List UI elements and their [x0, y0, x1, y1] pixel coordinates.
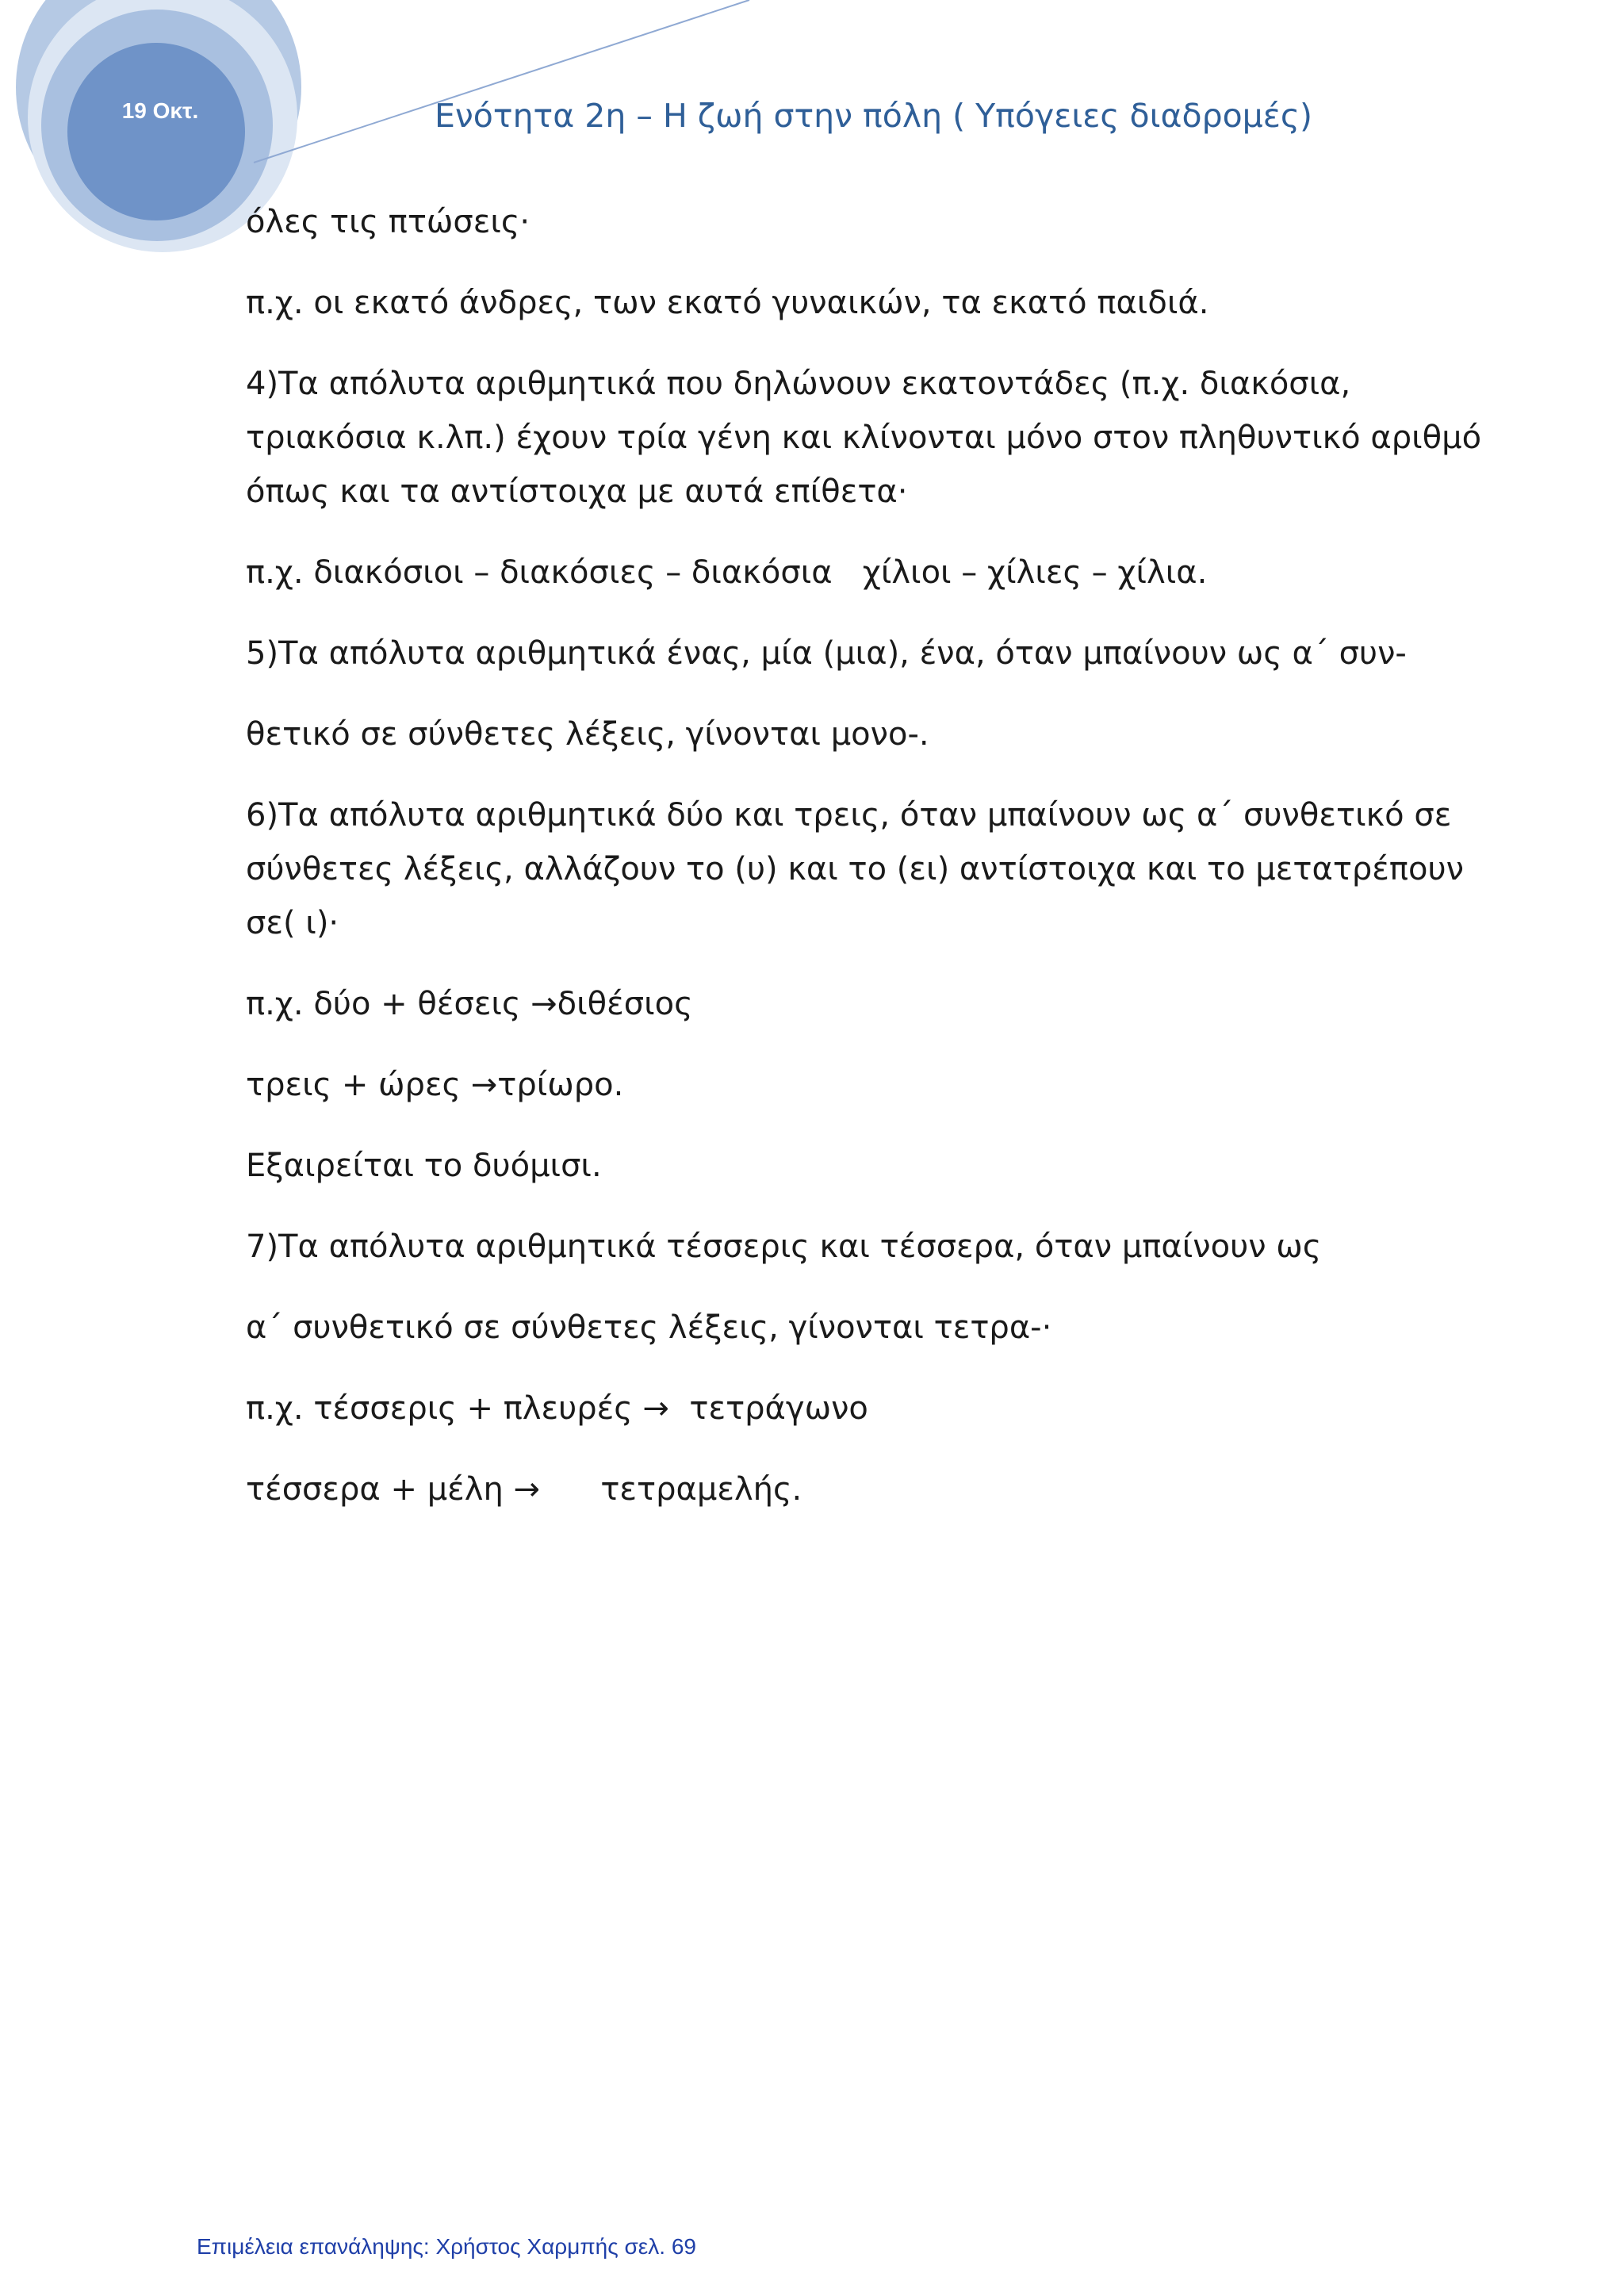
paragraph — [246, 1462, 1483, 1516]
page-header-title: Ενότητα 2η – Η ζωή στην πόλη ( Υπόγειες διαδρομές) — [435, 97, 1312, 135]
paragraph-line: θετικό σε σύνθετες λέξεις, γίνονται μονο-. — [246, 716, 929, 753]
paragraph — [246, 1058, 1483, 1112]
paragraph — [246, 546, 1483, 600]
paragraph-line: π.χ. οι εκατό άνδρες, των εκατό γυναικών, τα εκατό παιδιά. — [246, 285, 1209, 321]
paragraph — [246, 1301, 1483, 1355]
paragraph-line: π.χ. δύο + θέσεις →διθέσιος — [246, 986, 693, 1022]
paragraph-line: τρεις + ώρες →τρίωρο. — [246, 1067, 624, 1103]
paragraph-line: 6)Τα απόλυτα αριθμητικά δύο και τρεις, όταν μπαίνουν ως α΄ συνθετικό σε — [246, 797, 1452, 834]
paragraph — [246, 195, 1483, 249]
paragraph-line: π.χ. τέσσερις + πλευρές → τετράγωνο — [246, 1390, 868, 1427]
header-diagonal-line — [254, 0, 749, 163]
paragraph-line: τέσσερα + μέλη → τετραμελής. — [246, 1471, 802, 1508]
paragraph-line: 7)Τα απόλυτα αριθμητικά τέσσερις και τέσσερα, όταν μπαίνουν ως — [246, 1228, 1322, 1265]
paragraph-line: σε( ι)· — [246, 905, 339, 941]
paragraph-line: 4)Τα απόλυτα αριθμητικά που δηλώνουν εκατοντάδες (π.χ. διακόσια, — [246, 366, 1351, 402]
paragraph — [246, 1382, 1483, 1435]
paragraph — [246, 788, 1483, 950]
paragraph — [246, 977, 1483, 1031]
paragraph-line: τριακόσια κ.λπ.) έχουν τρία γένη και κλίνονται μόνο στον πληθυντικό αριθμό — [246, 420, 1482, 456]
page-footer: Επιμέλεια επανάληψης: Χρήστος Χαρμπής σελ. 69 — [197, 2234, 696, 2259]
paragraph-line: α΄ συνθετικό σε σύνθετες λέξεις, γίνονται τετρα-· — [246, 1309, 1052, 1346]
paragraph — [246, 276, 1483, 330]
paragraph-line: όπως και τα αντίστοιχα με αυτά επίθετα· — [246, 473, 908, 510]
paragraph-line: 5)Τα απόλυτα αριθμητικά ένας, μία (μια), ένα, όταν μπαίνουν ως α΄ συν- — [246, 635, 1407, 672]
paragraph — [246, 1139, 1483, 1193]
paragraph-line: π.χ. διακόσιοι – διακόσιες – διακόσια χίλιοι – χίλιες – χίλια. — [246, 554, 1208, 591]
date-badge: 19 Οκτ. — [121, 98, 199, 123]
paragraph-line: όλες τις πτώσεις· — [246, 204, 530, 240]
document-body — [246, 195, 1483, 1543]
paragraph — [246, 707, 1483, 761]
paragraph — [246, 357, 1483, 519]
paragraph-line: σύνθετες λέξεις, αλλάζουν το (υ) και το (ει) αντίστοιχα και το μετατρέπουν — [246, 851, 1464, 887]
paragraph — [246, 627, 1483, 680]
paragraph-line: Εξαιρείται το δυόμισι. — [246, 1148, 602, 1184]
paragraph — [246, 1220, 1483, 1274]
date-badge-circle — [67, 43, 245, 220]
